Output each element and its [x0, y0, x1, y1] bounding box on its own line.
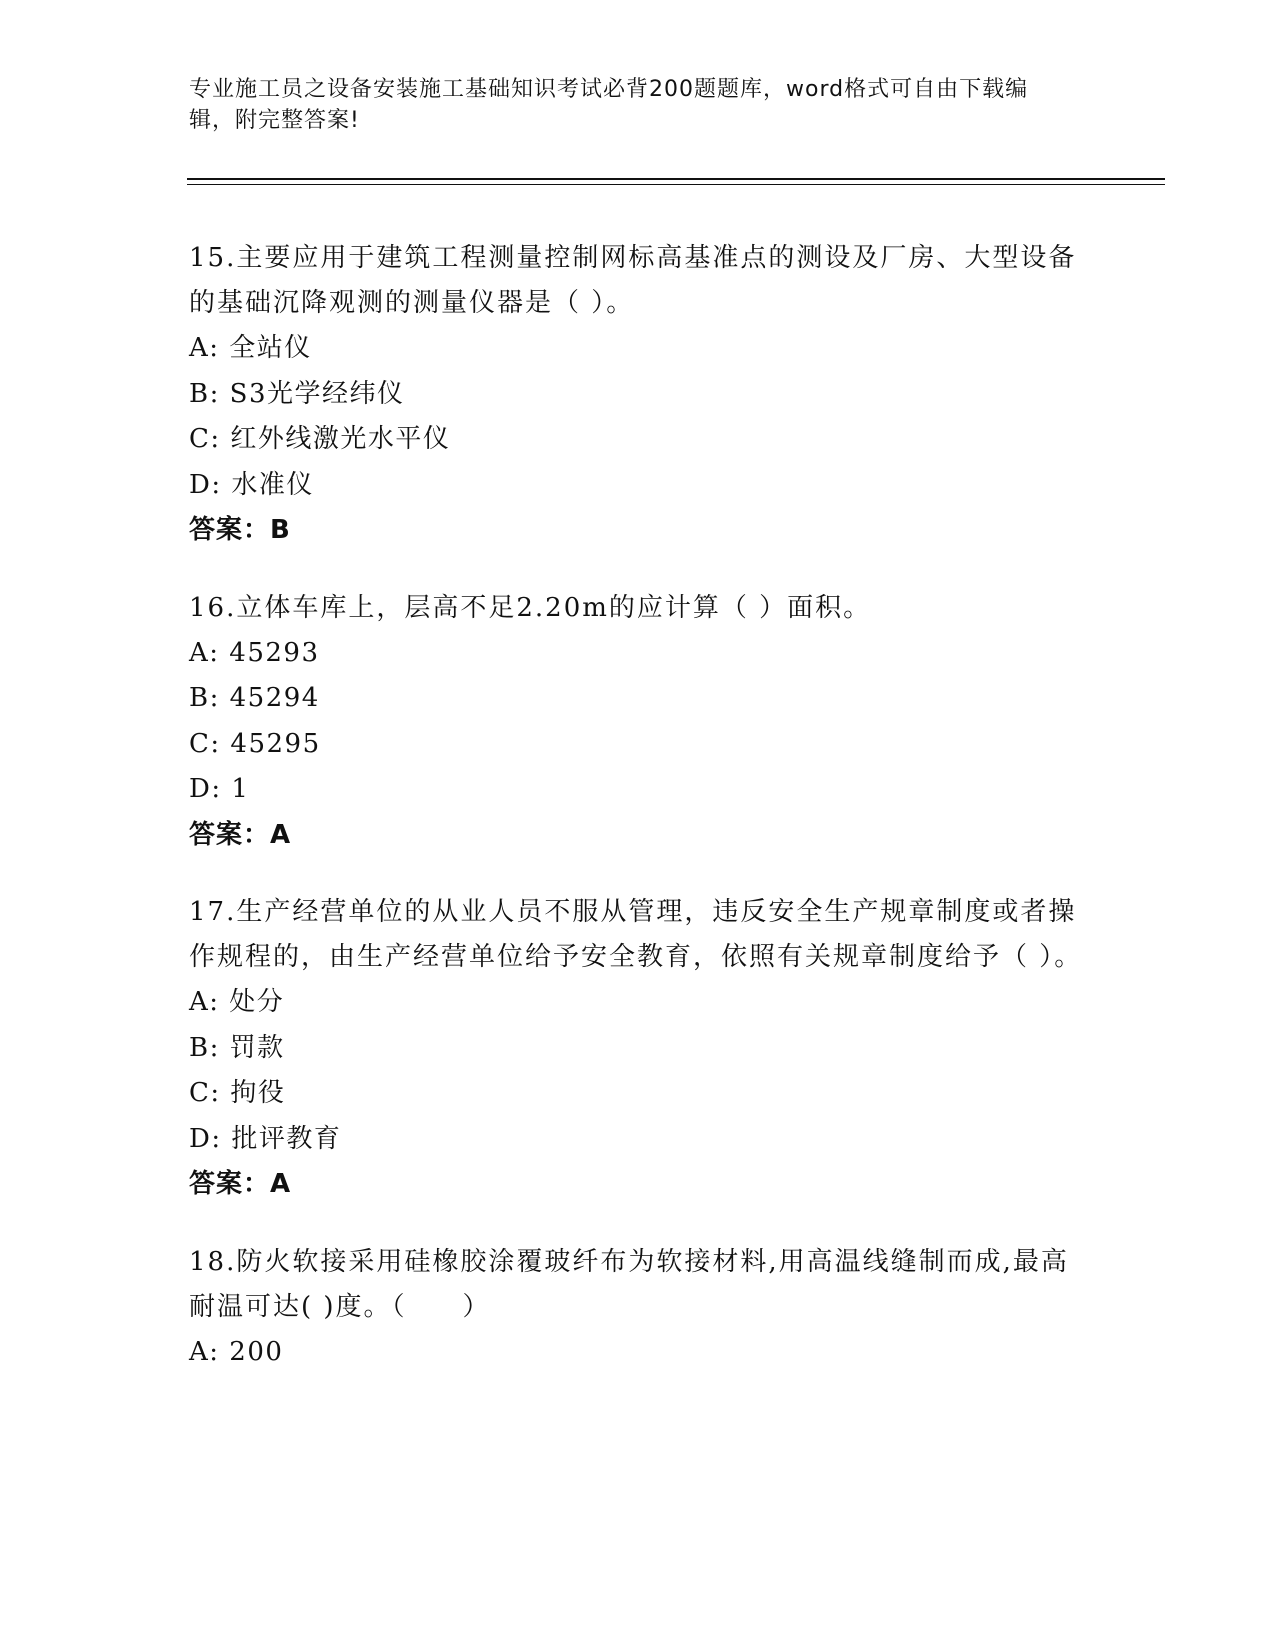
question-list — [189, 236, 1089, 1407]
question-stem: 15.主要应用于建筑工程测量控制网标高基准点的测设及厂房、大型设备的基础沉降观测的测量仪器是（ ）。 — [189, 243, 1077, 318]
option-c: C: 红外线激光水平仪 — [189, 424, 451, 454]
option-b: B: S3光学经纬仪 — [189, 378, 405, 409]
option-a: A: 处分 — [189, 987, 285, 1017]
option-a: A: 全站仪 — [189, 333, 312, 363]
option-d: D: 批评教育 — [189, 1123, 342, 1154]
question-stem: 16.立体车库上，层高不足2.20m的应计算（ ）面积。 — [189, 592, 872, 623]
option-c: C: 拘役 — [189, 1078, 286, 1108]
option-d: D: 1 — [189, 774, 250, 804]
header-divider-secondary — [187, 184, 1165, 185]
question-stem: 18.防火软接采用硅橡胶涂覆玻纤布为软接材料,用高温线缝制而成,最高耐温可达( )度。（ ） — [189, 1246, 1069, 1322]
question-stem: 17.生产经营单位的从业人员不服从管理，违反安全生产规章制度或者操作规程的，由生产经营单位给予安全教育，依照有关规章制度给予（ ）。 — [189, 897, 1083, 972]
option-c: C: 45295 — [189, 728, 321, 759]
question-16 — [189, 586, 1089, 859]
option-b: B: 罚款 — [189, 1032, 285, 1063]
option-b: B: 45294 — [189, 683, 320, 713]
question-18 — [189, 1240, 1089, 1376]
option-a: A: 200 — [189, 1336, 284, 1367]
answer-text: 答案：A — [189, 1169, 292, 1199]
answer-text: 答案：A — [189, 819, 292, 850]
option-d: D: 水准仪 — [189, 469, 314, 500]
option-a: A: 45293 — [189, 637, 320, 668]
question-15 — [189, 236, 1089, 554]
answer-text: 答案：B — [189, 515, 291, 545]
header-divider — [187, 178, 1165, 180]
document-header: 专业施工员之设备安装施工基础知识考试必背200题题库，word格式可自由下载编辑，附完整答案! — [189, 77, 1029, 133]
question-17 — [189, 890, 1089, 1208]
